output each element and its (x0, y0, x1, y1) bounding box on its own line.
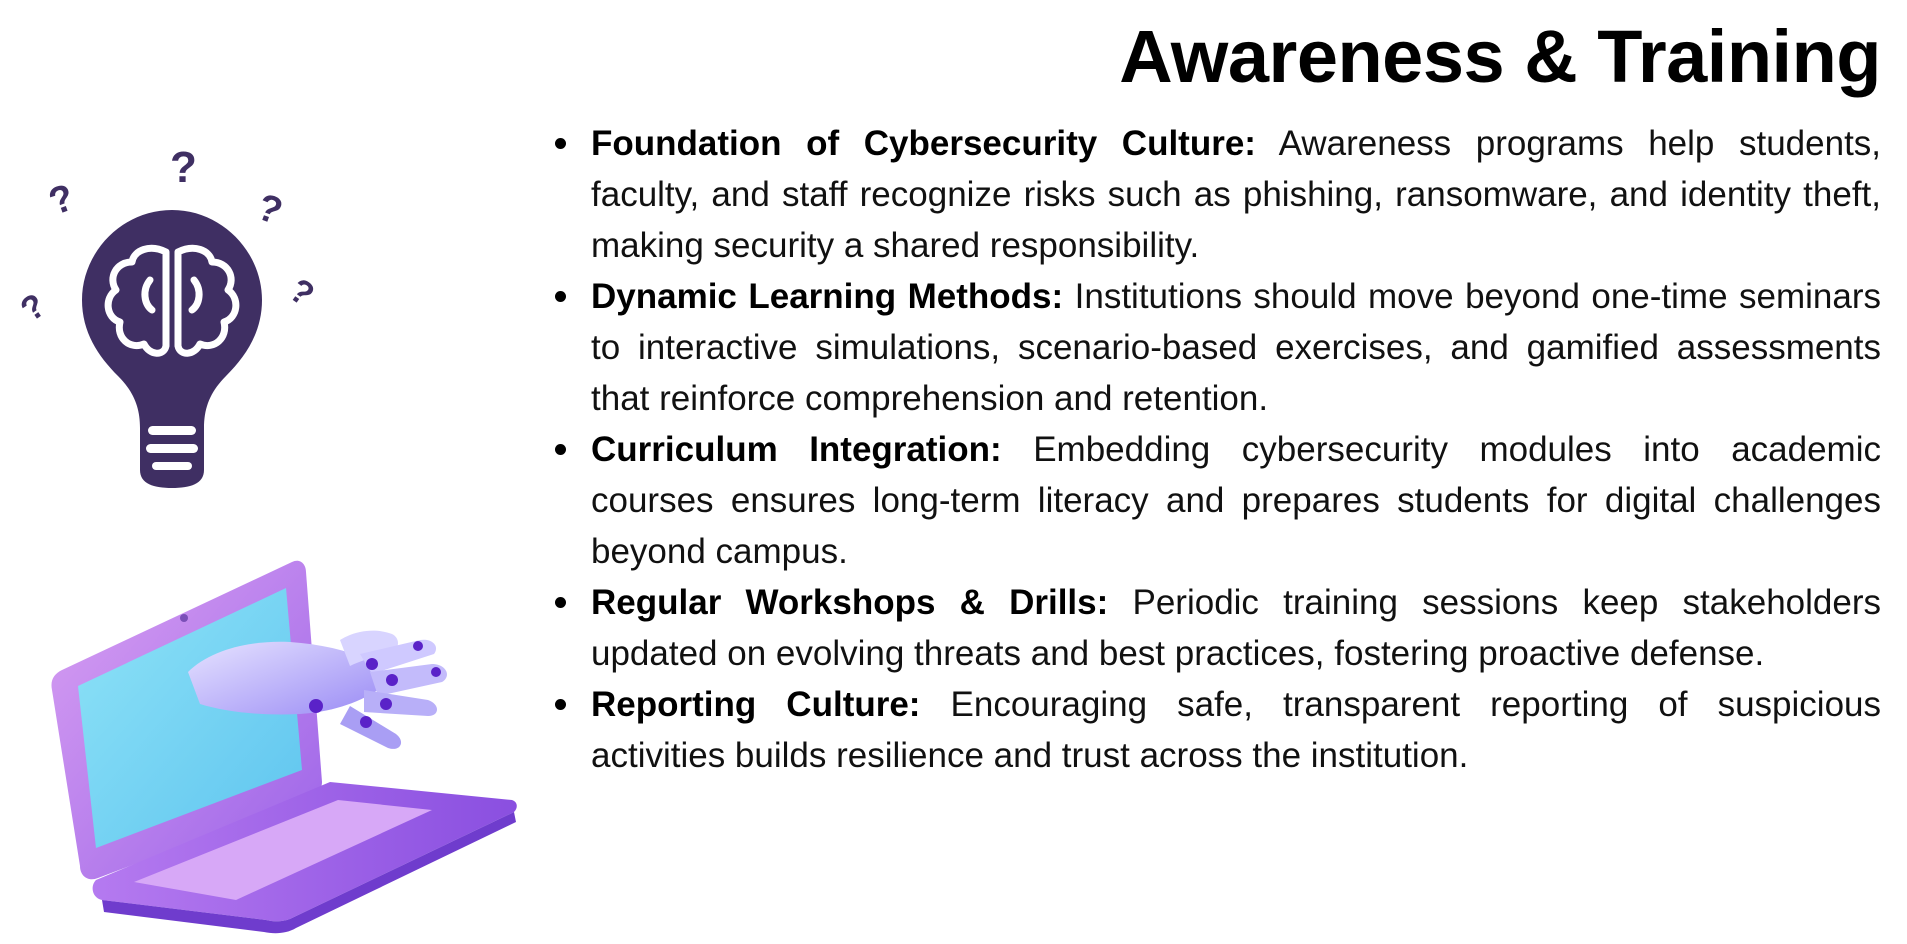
bullet-item (555, 271, 1881, 424)
question-mark-top-icon: ? (170, 143, 197, 192)
page-title: Awareness & Training (1119, 15, 1881, 98)
bullet-text: Encouraging safe, transparent reporting of suspicious activities builds resilience and trust across the institution. (591, 685, 1881, 775)
robot-joint-5 (309, 699, 323, 713)
bullet-item (555, 577, 1881, 679)
bullet-term: Dynamic Learning Methods: (591, 277, 1064, 316)
bullet-text: Awareness programs help students, faculty, and staff recognize risks such as phishing, ransomware, and identity theft, making security a shared responsibility. (591, 124, 1882, 265)
laptop-robot-hand-illustration (0, 0, 540, 944)
robot-joint-7 (431, 667, 441, 677)
bullet-text: Periodic training sessions keep stakeholders updated on evolving threats and best practices, fostering proactive defense. (591, 583, 1881, 673)
bullet-item (555, 424, 1881, 577)
robot-joint-1 (366, 658, 378, 670)
bullet-term: Regular Workshops & Drills: (591, 583, 1109, 622)
bullet-text: Embedding cybersecurity modules into academic courses ensures long-term literacy and prepares students for digital challenges beyond campus. (591, 430, 1881, 571)
bullet-term: Curriculum Integration: (591, 430, 1002, 469)
bullet-item (555, 679, 1881, 781)
question-mark-far-right-icon: ? (282, 271, 321, 315)
question-mark-right-icon: ? (251, 186, 288, 234)
webcam-icon (180, 614, 188, 622)
bullet-term: Reporting Culture: (591, 685, 921, 724)
robot-finger-3 (364, 690, 437, 716)
bullet-item (555, 118, 1881, 271)
laptop-icon (51, 561, 516, 933)
question-mark-left-icon: ? (43, 176, 80, 224)
bullet-term: Foundation of Cybersecurity Culture: (591, 124, 1256, 163)
robot-joint-2 (386, 674, 398, 686)
robot-joint-3 (380, 698, 392, 710)
question-mark-far-left-icon: ? (13, 286, 53, 330)
bullet-text: Institutions should move beyond one-time seminars to interactive simulations, scenario-based exercises, and gamified assessments that reinforce comprehension and retention. (591, 277, 1881, 418)
robot-joint-4 (360, 716, 372, 728)
robot-joint-6 (413, 641, 423, 651)
bullet-list (555, 118, 1881, 781)
